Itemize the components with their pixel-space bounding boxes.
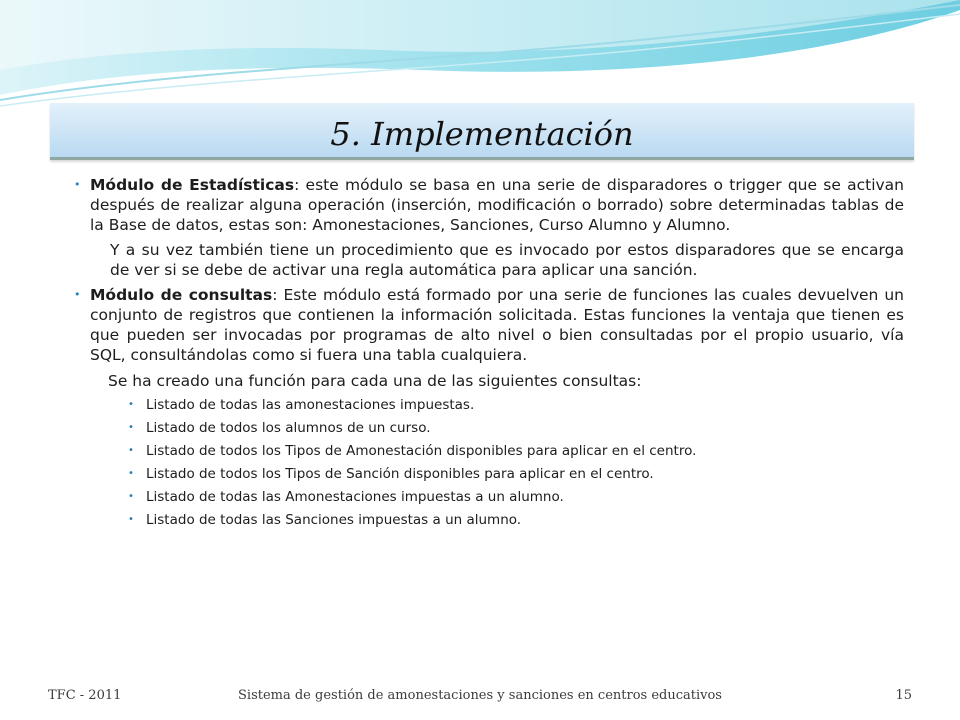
list-item: • Listado de todas las Amonestaciones impuestas a un alumno. — [128, 489, 564, 505]
footer-left: TFC - 2011 — [48, 688, 122, 703]
bullet-consultas — [74, 285, 904, 365]
bullet-dot: • — [74, 178, 81, 191]
bullet-dot: • — [128, 445, 134, 456]
list-item: • Listado de todos los Tipos de Sanción disponibles para aplicar en el centro. — [128, 466, 654, 482]
bullet-dot: • — [128, 399, 134, 410]
bullet-estadisticas — [74, 175, 904, 235]
footer-center: Sistema de gestión de amonestaciones y sanciones en centros educativos — [238, 688, 722, 703]
bullet-estadisticas-heading: Módulo de Estadísticas — [90, 176, 295, 194]
bullet-dot: • — [128, 422, 134, 433]
header-wave-decoration — [0, 0, 960, 110]
queries-intro: Se ha creado una función para cada una de las siguientes consultas: — [108, 372, 642, 390]
title-band — [50, 103, 914, 160]
slide-footer — [0, 688, 960, 708]
bullet-estadisticas-text: : este módulo se basa en una serie de disparadores o trigger que se activan después de realizar alguna operación (inserción, modificación o borrado) sobre determinadas tablas de la Base de datos, estas son: Amonestaciones, Sanciones, Curso Alumno y Alumno. — [90, 176, 904, 234]
bullet-dot: • — [128, 491, 134, 502]
slide-title: 5. Implementación — [330, 115, 634, 153]
slide-content — [74, 175, 904, 535]
list-item: • Listado de todos los alumnos de un curso. — [128, 420, 431, 436]
bullet-dot: • — [74, 288, 81, 301]
list-item: • Listado de todos los Tipos de Amonestación disponibles para aplicar en el centro. — [128, 443, 697, 459]
bullet-dot: • — [128, 468, 134, 479]
bullet-consultas-text: : Este módulo está formado por una serie de funciones las cuales devuelven un conjunto de registros que contienen la información solicitada. Estas funciones la ventaja que tienen es que pueden ser invocadas por programas de alto nivel o bien consultadas por el propio usuario, vía SQL, consultándolas como si fuera una tabla cualquiera. — [90, 286, 904, 364]
page-number: 15 — [895, 688, 912, 703]
list-item: • Listado de todas las amonestaciones impuestas. — [128, 397, 475, 413]
list-item: • Listado de todas las Sanciones impuestas a un alumno. — [128, 512, 522, 528]
bullet-consultas-heading: Módulo de consultas — [90, 286, 273, 304]
paragraph-procedimiento: Y a su vez también tiene un procedimiento que es invocado por estos disparadores que se encarga de ver si se debe de activar una regla automática para aplicar una sanción. — [110, 241, 904, 279]
bullet-dot: • — [128, 514, 134, 525]
queries-list — [90, 397, 904, 528]
